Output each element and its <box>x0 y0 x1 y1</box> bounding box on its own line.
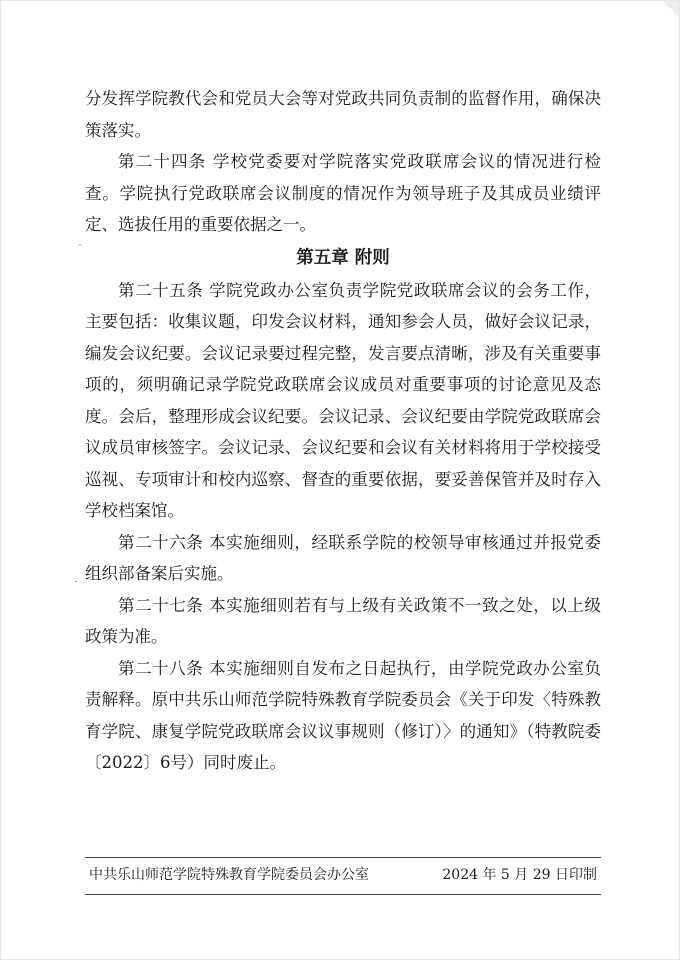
scan-speck <box>79 244 81 245</box>
footer-bottom-rule <box>85 894 601 895</box>
page-corner-fold <box>663 1 679 17</box>
article-28: 第二十八条 本实施细则自发布之日起执行，由学院党政办公室负责解释。原中共乐山师范学院特殊教育学院委员会《关于印发〈特殊教育学院、康复学院党政联席会议议事规则（修订）〉的通知》（特教院委〔2022〕6号）同时废止。 <box>85 658 601 772</box>
chapter-title: 第五章 附则 <box>296 247 390 268</box>
footer-top-rule <box>85 857 601 858</box>
document-body <box>85 83 601 779</box>
footer-issuer: 中共乐山师范学院特殊教育学院委员会办公室 <box>89 867 369 883</box>
document-footer <box>89 863 597 887</box>
article-24: 第二十四条 学校党委要对学院落实党政联席会议的情况进行检查。学院执行党政联席会议制度的情况作为领导班子及其成员业绩评定、选拔任用的重要依据之一。 <box>85 152 601 234</box>
footer-print-date: 2024 年 5 月 29 日印制 <box>442 867 597 883</box>
scan-speck <box>75 581 77 582</box>
article-25: 第二十五条 学院党政办公室负责学院党政联席会议的会务工作，主要包括：收集议题，印发会议材料，通知参会人员，做好会议记录，编发会议纪要。会议记录要过程完整，发言要点清晰，涉及有关重要事项的，须明确记录学院党政联席会议成员对重要事项的讨论意见及态度。会后，整理形成会议纪要。会议记录、会议纪要由学院党政联席会议成员审核签字。会议记录、会议纪要和会议有关材料将用于学校接受巡视、专项审计和校内巡察、督查的重要依据，要妥善保管并及时存入学校档案馆。 <box>85 280 601 520</box>
article-26: 第二十六条 本实施细则，经联系学院的校领导审核通过并报党委组织部备案后实施。 <box>85 532 601 583</box>
article-27: 第二十七条 本实施细则若有与上级有关政策不一致之处，以上级政策为准。 <box>85 595 601 646</box>
paragraph-continuation: 分发挥学院教代会和党员大会等对党政共同负责制的监督作用，确保决策落实。 <box>85 89 601 140</box>
